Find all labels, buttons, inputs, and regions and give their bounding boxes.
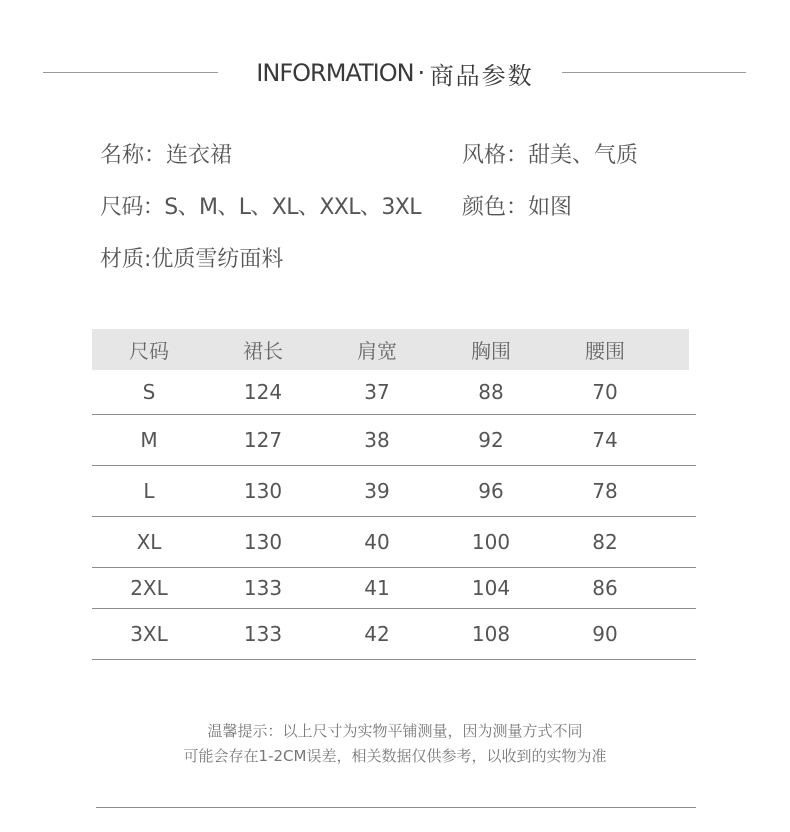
table-cell: 39 xyxy=(364,479,390,503)
header-cell-waist: 腰围 xyxy=(585,339,625,363)
table-cell: M xyxy=(140,428,158,452)
note-line-2: 可能会存在1-2CM误差，相关数据仅供参考，以收到的实物为准 xyxy=(183,747,607,765)
table-header xyxy=(92,329,689,370)
table-cell: 90 xyxy=(592,622,618,646)
table-cell: 108 xyxy=(471,622,511,646)
table-cell: 42 xyxy=(364,622,390,646)
header-cell-shoulder: 肩宽 xyxy=(357,339,397,363)
table-cell: 124 xyxy=(243,380,283,404)
table-row xyxy=(92,609,696,660)
info-size xyxy=(100,193,421,223)
header-cell-bust: 胸围 xyxy=(471,339,511,363)
table-cell: 100 xyxy=(471,530,511,554)
table-cell: 41 xyxy=(364,576,390,600)
info-color xyxy=(462,193,572,223)
header-divider-left xyxy=(43,72,218,73)
table-cell: 133 xyxy=(243,576,283,600)
info-style xyxy=(462,141,638,171)
name-label: 名称： xyxy=(100,143,167,168)
table-cell: XL xyxy=(136,530,162,554)
bottom-divider xyxy=(96,807,696,808)
title-separator: · xyxy=(417,59,426,87)
table-cell: 40 xyxy=(364,530,390,554)
table-cell: 82 xyxy=(592,530,618,554)
table-cell: 74 xyxy=(592,428,618,452)
table-cell: 130 xyxy=(243,530,283,554)
info-name xyxy=(100,141,232,171)
note-line-1: 温馨提示：以上尺寸为实物平铺测量，因为测量方式不同 xyxy=(207,722,583,740)
table-cell: 78 xyxy=(592,479,618,503)
table-cell: S xyxy=(142,380,156,404)
title-en: INFORMATION xyxy=(256,59,414,87)
table-cell: 96 xyxy=(478,479,504,503)
name-value: 连衣裙 xyxy=(166,143,233,168)
table-cell: 88 xyxy=(478,380,504,404)
header-cell-size: 尺码 xyxy=(129,339,169,363)
table-cell: 104 xyxy=(471,576,511,600)
table-row xyxy=(92,517,696,568)
page-title xyxy=(230,57,560,89)
table-cell: 38 xyxy=(364,428,390,452)
header-divider-right xyxy=(562,72,746,73)
table-row xyxy=(92,466,696,517)
table-cell: 2XL xyxy=(130,576,168,600)
table-row xyxy=(92,415,696,466)
size-label: 尺码： xyxy=(100,195,165,220)
info-material: 材质:优质雪纺面料 xyxy=(100,247,284,272)
table-cell: 86 xyxy=(592,576,618,600)
color-value: 如图 xyxy=(528,195,573,220)
table-cell: 133 xyxy=(243,622,283,646)
table-cell: 3XL xyxy=(130,622,168,646)
table-cell: 130 xyxy=(243,479,283,503)
table-cell: 92 xyxy=(478,428,504,452)
table-cell: 127 xyxy=(243,428,283,452)
title-cn: 商品参数 xyxy=(429,61,534,90)
table-cell: 70 xyxy=(592,380,618,404)
style-label: 风格： xyxy=(462,143,529,168)
size-value: S、M、L、XL、XXL、3XL xyxy=(164,195,421,220)
style-value: 甜美、气质 xyxy=(528,143,639,168)
color-label: 颜色： xyxy=(462,195,529,220)
header-cell-length: 裙长 xyxy=(243,339,283,363)
table-row xyxy=(92,568,696,609)
table-cell: L xyxy=(143,479,155,503)
size-table xyxy=(92,329,696,660)
table-row xyxy=(92,370,696,415)
table-cell: 37 xyxy=(364,380,390,404)
